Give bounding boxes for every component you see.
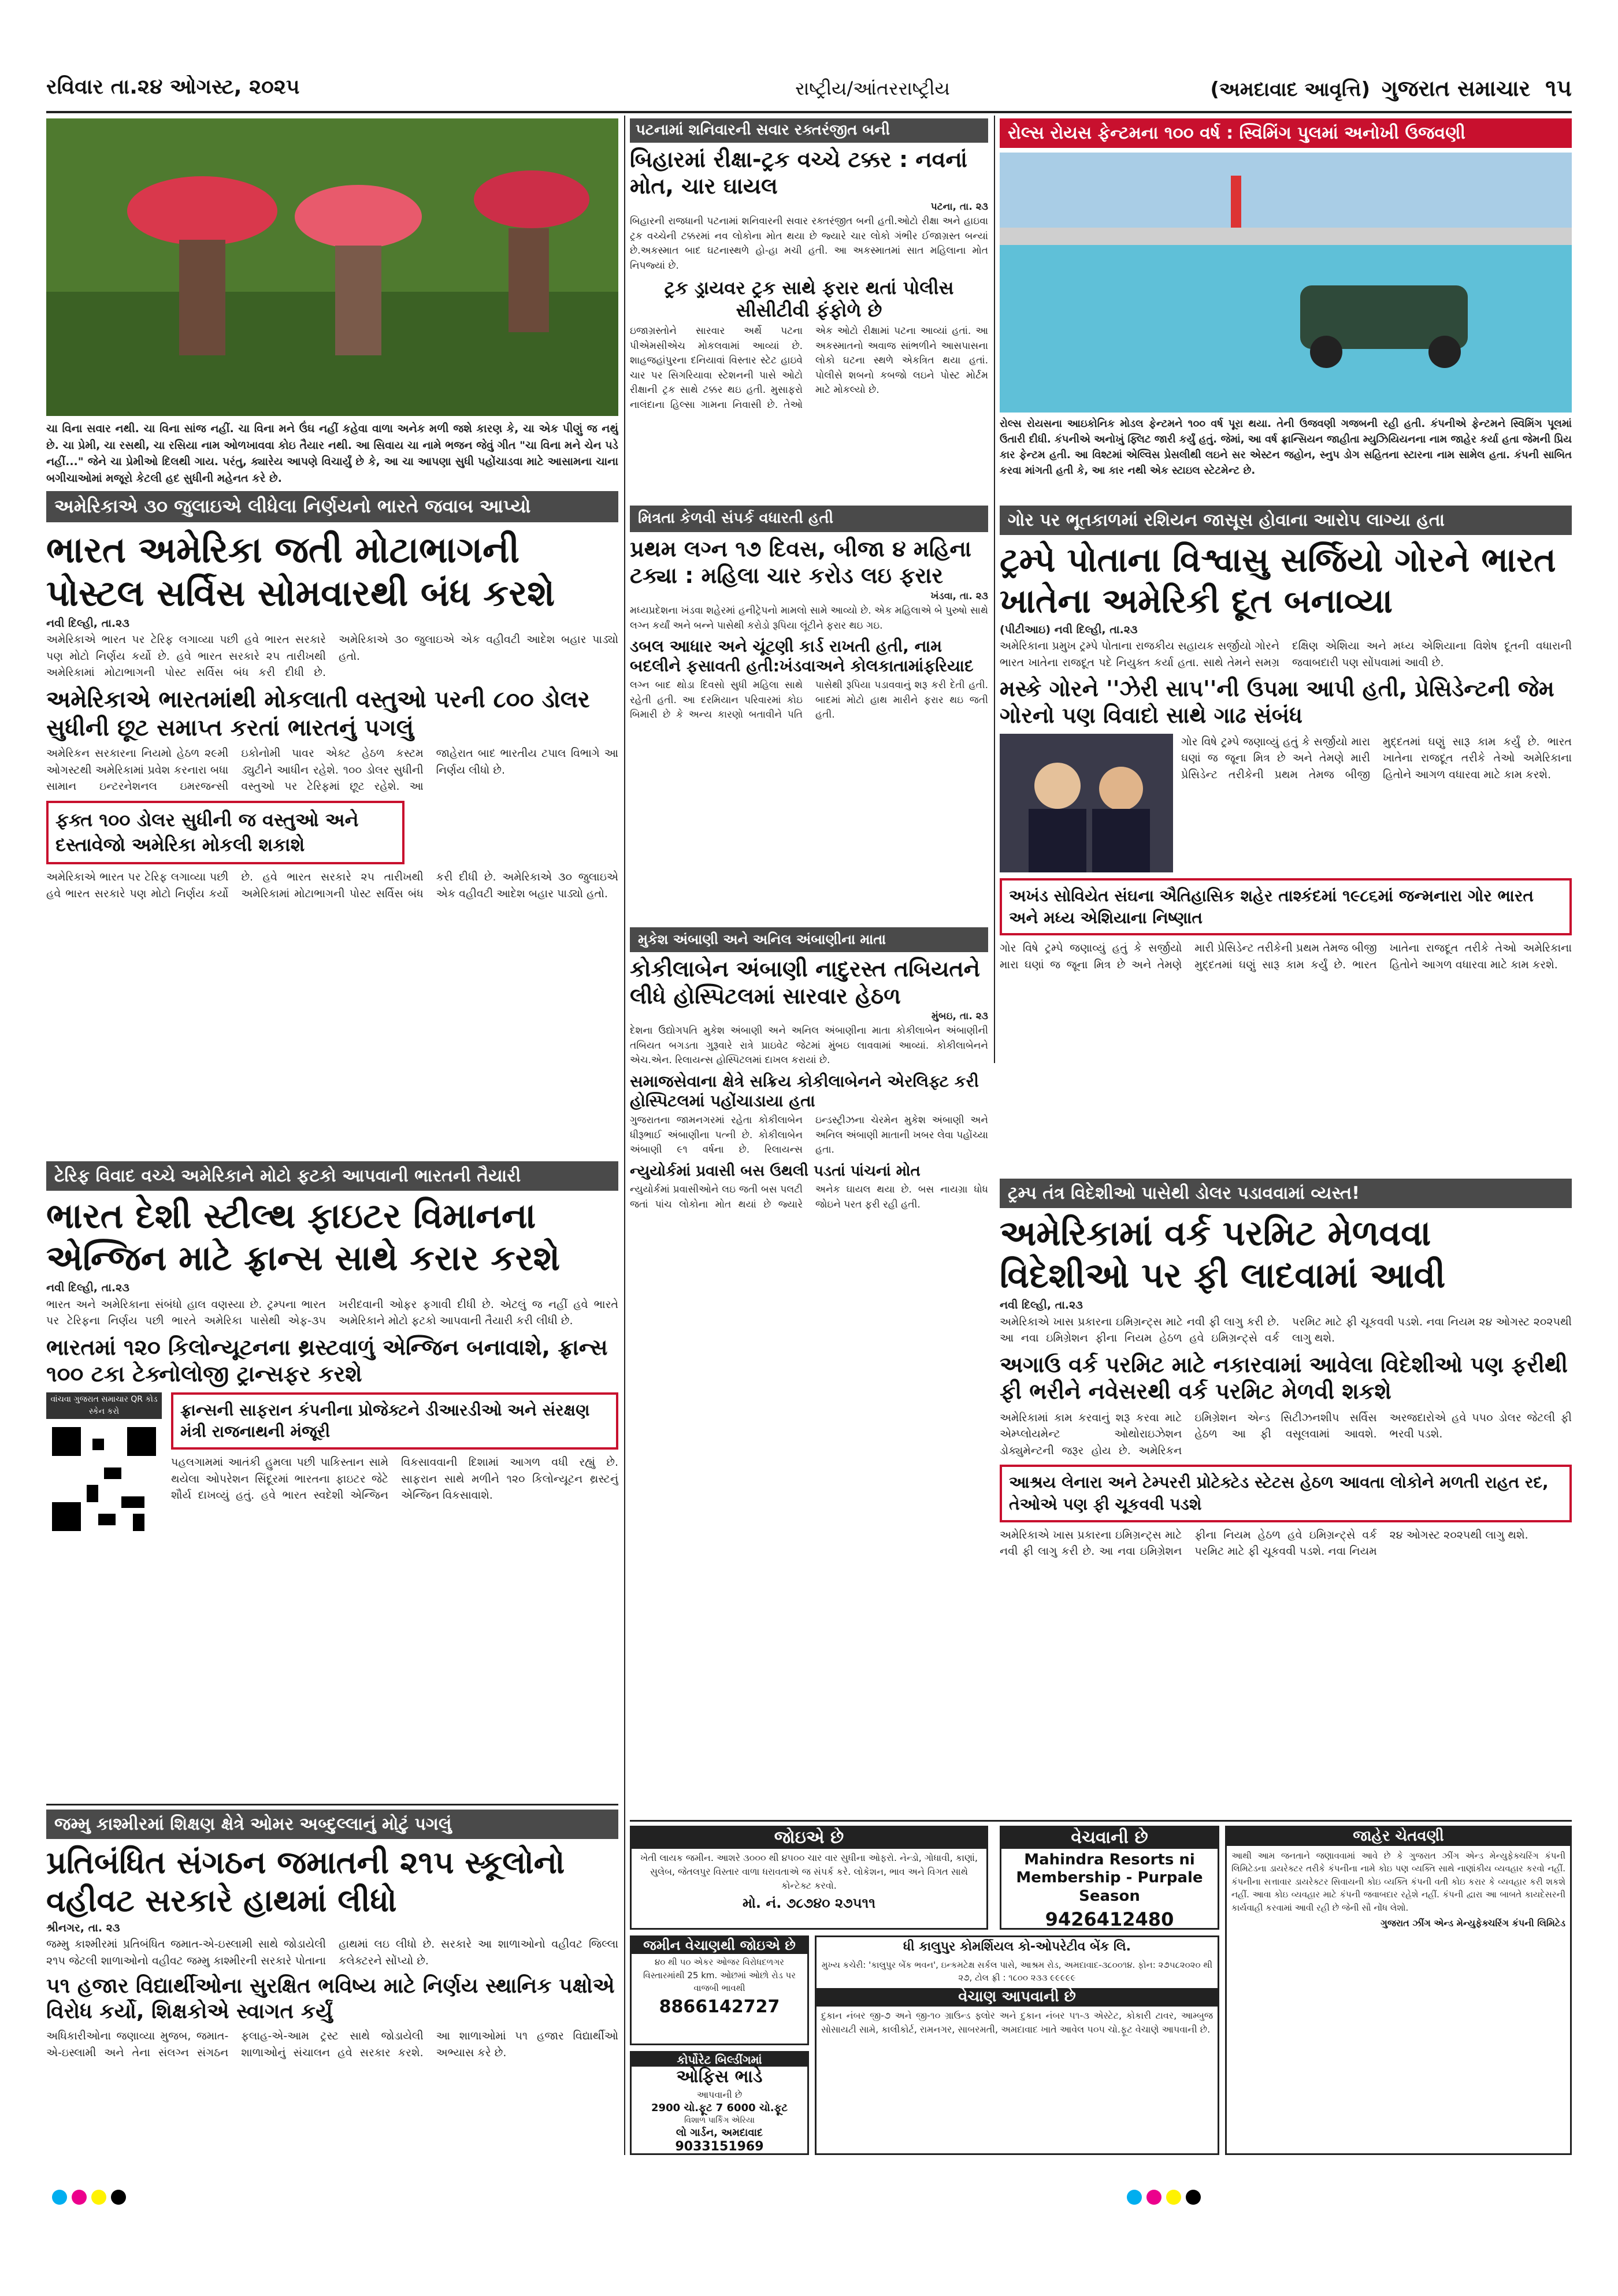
ad-mahindra-body: Mahindra Resorts ni Membership - Purpale Season [1016, 1851, 1203, 1905]
gor-body: અમેરિકાના પ્રમુખ ટ્રમ્પે પોતાના રાજકીય સહાયક સર્જીયો ગોરને ભારત ખાતેના રાજદૂત પદે નિયુક્ત કર્યા હતા. સાથે તેમને સમગ્ર દક્ષિણ એશિયા અને મધ્ય એશિયાના વિશેષ દૂતની વધારાની જવાબદારી પણ સોંપવામાં આવી છે. [1000, 640, 1572, 669]
hal-story [46, 1161, 618, 1797]
postal-story [46, 491, 618, 1156]
gor-dateline: (પીટીઆઇ) નવી દિલ્હી, તા.૨૩ [1000, 623, 1138, 636]
gor-body2: ગોર વિષે ટ્રમ્પે જણાવ્યું હતું કે સર્જીયો મારા ઘણાં જ જૂના મિત્ર છે અને તેમણે મારી પ્રેસિડેન્ટ તરીકેની પ્રથમ તેમજ બીજી મુદ્દતમાં ઘણું સારૂ કામ કર્યું છે. ભારત ખાતેના રાજદૂત તરીકે તેઓ અમેરિકાના હિતોને આગળ વધારવા માટે કામ કરશે. [1181, 735, 1572, 781]
qr-code-icon [46, 1421, 162, 1537]
ad-jamin-phone: 8866142727 [659, 1996, 780, 2017]
ad-sale-title: વેચાણ આપવાની છે [817, 1988, 1218, 2007]
nyc-bus-body: ન્યુયોર્કમાં પ્રવાસીઓને લઇ જતી બસ પલટી જતાં પાંચ લોકોના મોત થયાં છે જ્યારે અનેક ઘાયલ થયા છે. બસ નાયગ્રા ધોધ જોઇને પરત ફરી રહી હતી. [630, 1184, 988, 1210]
rolls-caption: રોલ્સ રોયસના આઇકોનિક મોડલ ફેન્ટમને ૧૦૦ વર્ષ પૂરા થયા. તેની ઉજવણી ગજબની રહી હતી. કંપનીએ ફેન્ટમને સ્વિમિંગ પૂલમાં ઉતારી દીધી. કંપનીએ અનોખું ફ્લિટ જારી કર્યું હતું. જેમાં, આ વર્ષ ફ્રાન્સિયન જાહીતા મ્યુઝિયિયનના નામ જાહેર કર્યા હતા જેમની પ્રિય કાર ફેન્ટમ હતી. આ વિશ્ટમાં એલ્વિસ પ્રેસલીથી લઇને સર એસ્ટન જહોન, સ્નુપ ડોગ સહિતના સ્ટારના નામ સામેલ હતા. કંપની સાબિત કરવા માંગતી હતી કે, આ કાર નથી એક સ્ટાઇલ સ્ટેટમેન્ટ છે. [1000, 418, 1572, 477]
ambani-story [630, 927, 988, 1534]
ad-jamin-title: જમીન વેચાણથી જોઇએ છે [632, 1937, 807, 1954]
kashmir-body2: અધિકારીઓના જણાવ્યા મુજબ, જમાત-એ-ઇસ્લામી અને તેના સંલગ્ન સંગઠન ફલાહ-એ-આમ ટ્રસ્ટ સાથે જોડાયેલી શાળાઓનું સંચાલન હવે સરકાર કરશે. આ શાળાઓમાં ૫૧ હજાર વિદ્યાર્થીઓ અભ્યાસ કરે છે. [46, 2030, 618, 2059]
ambani-dateline: મુંબઇ, તા. ૨૩ [931, 1010, 988, 1022]
ad-land-title: જોઇએ છે [632, 1827, 986, 1849]
ad-bank-address: મુખ્ય કચેરી: 'કાલુપુર બેંક ભવન', ઇન્કમટેક્ષ સર્કલ પાસે, આશ્રમ રોડ, અમદાવાદ-૩૮૦૦૧૪. ફોન: ૨૭૫૮૨૦૨૦ થી ૨૭, ટોલ ફ્રી : ૧૮૦૦ ૨૩૩ ૯૯૯૯૯ [821, 1959, 1213, 1983]
ad-office-phone: 9033151969 [675, 2139, 764, 2154]
rule [46, 1804, 618, 1805]
gor-kicker: ગોર પર ભૂતકાળમાં રશિયન જાસૂસ હોવાના આરોપ લાગ્યા હતા [1000, 506, 1572, 535]
work-body3: અમેરિકાએ ખાસ પ્રકારના ઇમિગ્રન્ટ્સ માટે નવી ફી લાગુ કરી છે. આ નવા ઇમિગ્રેશન ફીના નિયમ હેઠળ હવે ઇમિગ્રન્ટ્સે વર્ક પરમિટ માટે ફી ચૂકવવી પડશે. નવા નિયમ ૨૪ ઓગસ્ટ ૨૦૨૫થી લાગુ થશે. [1000, 1528, 1528, 1558]
ad-bank-name: ધી કાલુપુર કોમર્શિયલ કો-ઓપરેટીવ બેંક લિ. [903, 1940, 1131, 1954]
hal-body: ભારત અને અમેરિકાના સંબંધો હાલ વણસ્યા છે. ટ્રમ્પના ભારત પર ટેરિફના નિર્ણય પછી ભારતે અમેરિકા પાસેથી એફ-૩૫ ખરીદવાની ઓફર ફગાવી દીધી છે. એટલું જ નહીં હવે ભારતે અમેરિકાને મોટો ફટકો આપવાની તૈયારી કરી લીધી છે. [46, 1298, 618, 1328]
tea-caption: ચા વિના સવાર નથી. ચા વિના સાંજ નહીં. ચા વિના મને ઉંઘ નહીં કહેવા વાળા અનેક મળી જશે કારણ કે, ચા એક પીણું જ નથું છે. ચા પ્રેમી, ચા રસથી, ચા રસિયા નામ ઓળખાવવા કોઇ તૈયાર નથી. આ સિવાય ચા નામે ભજન જેવું ગીત "ચા વિના મને ચેન પડે નહીં..." જેને ચા પ્રેમીઓ દિલથી ગાય. પરંતુ, ક્યારેય આપણે વિચાર્યું છે કે, આ ચા આપણા સુધી પહોંચાડવા માટે આસામના ચાના બગીચાઓમાં મજૂરો કેટલી હદ સુધીની મહેનત કરે છે. [46, 422, 618, 484]
gor-sub: મસ્કે ગોરને ''ઝેરી સાપ''ની ઉપમા આપી હતી, પ્રેસિડેન્ટની જેમ ગોરનો પણ વિવાદો સાથે ગાઢ સંબંધ [1000, 676, 1554, 729]
mitra-kicker: મિત્રતા કેળવી સંપર્ક વધારતી હતી [630, 506, 988, 532]
paper-name: ગુજરાત સમાચાર [1381, 76, 1531, 101]
ad-land-wanted [630, 1826, 988, 1930]
ad-office-rent: 2900 ચો.ફૂટ 7 6000 ચો.ફૂટ [651, 2101, 788, 2114]
ambani-headline: કોકીલાબેન અંબાણી નાદુરસ્ત તબિયતને લીધે હોસ્પિટલમાં સારવાર હેઠળ [630, 956, 980, 1009]
mitra-body: મધ્યપ્રદેશના ખંડવા શહેરમાં હનીટ્રેપનો મામલો સામે આવ્યો છે. એક મહિલાએ બે પુરુષો સાથે લગ્ન કર્યાં અને બન્ને પાસેથી કરોડો રૂપિયા લૂંટીને ફરાર થઇ ગઇ. [630, 605, 988, 631]
ambani-body: દેશના ઉદ્યોગપતિ મુકેશ અંબાણી અને અનિલ અંબાણીના માતા કોકીલાબેન અંબાણીની તબિયત બગડતા ગુરૂવારે રાત્રે પ્રાઇવેટ જેટમાં મુંબઇ લાવવામાં આવ્યાં. કોકીલાબેનને એચ.એન. રિલાયન્સ હોસ્પિટલમાં દાખલ કરાયાં છે. [630, 1025, 988, 1067]
date-line: રવિવાર તા.૨૪ ઓગસ્ટ, ૨૦૨૫ [46, 75, 300, 99]
top-rule [46, 111, 1572, 113]
patna-story [630, 118, 988, 500]
hal-headline: ભારત દેશી સ્ટીલ્થ ફાઇટર વિમાનના એન્જિન માટે ફ્રાન્સ સાથે કરાર કરશે [46, 1196, 561, 1279]
hal-lower-right [171, 1392, 618, 1537]
ad-office-sub: આપવાની છે [696, 2089, 743, 2100]
ad-jamin-body: ૪૦ થી ૫૦ એકર ઓજર વિરોધદળગર વિસ્તારમાંથી 25 km. ઓછમાં ઓછો રોડ પર વાજબી ભાવથી [643, 1957, 796, 1994]
mitra-headline: પ્રથમ લગ્ન ૧૭ દિવસ, બીજા ૪ મહિના ટક્યા : મહિલા ચાર કરોડ લઇ ફરાર [630, 536, 971, 589]
ad-notice-title: જાહેર ચેતવણી [1227, 1827, 1570, 1846]
ad-sale-body: દુકાન નંબર જી-૭ અને જી-૧૦ ગ્રાઉન્ડ ફ્લોર અને દુકાન નંબર ૫૧-૩ એસ્ટેટ, કોકારી ટાવર, આમ્બુજ સોસાયટી સામે, કાલીકોર્ટ, રામનગર, સાબરમતી, અમદાવાદ ખાતે આવેલ ૫૦૫ ચો.ફૂટ વેચાણે આપવાની છે. [821, 2009, 1213, 2035]
nyc-bus-headline: ન્યુયોર્કમાં પ્રવાસી બસ ઉથલી પડતાં પાંચનાં મોત [630, 1162, 921, 1180]
ad-public-notice [1225, 1826, 1572, 2155]
work-body2: અમેરિકામાં કામ કરવાનું શરૂ કરવા માટે એમ્પ્લોયમેન્ટ ઓથોરાઇઝેશન ડોક્યુમેન્ટની જરૂર હોય છે. અમેરિકન ઇમિગ્રેશન એન્ડ સિટીઝનશીપ સર્વિસ હેઠળ આ ફી વસૂલવામાં આવશે. અરજદારોએ હવે ૫૫૦ ડોલર જેટલી ફી ભરવી પડશે. [1000, 1411, 1572, 1457]
ad-office-place: લો ગાર્ડન, અમદાવાદ [676, 2126, 763, 2139]
hal-body2: પહલગામમાં આતંકી હુમલા પછી પાકિસ્તાન સામે થયેલા ઓપરેશન સિંદૂરમાં ભારતના ફાઇટર જેટે શૌર્ય દાખવ્યું હતું. હવે ભારત સ્વદેશી એન્જિન વિકસાવવાની દિશામાં આગળ વધી રહ્યું છે. સાફરાન સાથે મળીને ૧૨૦ કિલોન્યૂટન થ્રસ્ટનું એન્જિન વિકસાવાશે. [171, 1456, 618, 1502]
work-story [1000, 1179, 1572, 1826]
ad-office-area: વિશાળ પાર્કિંગ એરિયા [684, 2115, 755, 2125]
work-headline: અમેરિકામાં વર્ક પરમિટ મેળવવા વિદેશીઓ પર ફી લાદવામાં આવી [1000, 1213, 1446, 1296]
mitra-sub: ડબલ આધાર અને ચૂંટણી કાર્ડ રાખતી હતી, નામ બદલીને ફસાવતી હતી:ખંડવાઅને કોલકાતામાંફરિયાદ [630, 637, 974, 676]
section-label: રાષ્ટ્રીય/આંતરરાષ્ટ્રીય [795, 77, 950, 99]
tea-pickers-illustration [46, 118, 618, 416]
ad-office-big: ઓફિસ ભાડે [676, 2067, 763, 2087]
postal-dateline: નવી દિલ્હી, તા.૨૩ [46, 616, 129, 630]
qr-block [46, 1392, 162, 1537]
rule [994, 116, 995, 1063]
rule [630, 1820, 1572, 1822]
hal-kicker: ટેરિફ વિવાદ વચ્ચે અમેરિકાને મોટો ફટકો આપવાની ભારતની તૈયારી [46, 1161, 618, 1191]
ambani-body2: ગુજરાતના જામનગરમાં રહેતા કોકીલાબેન ધીરૂભાઈ અંબાણીના પત્ની છે. કોકીલાબેન અંબાણી ૯૧ વર્ષના છે. રિલાયન્સ ઇન્ડસ્ટ્રીઝના ચેરમેન મુકેશ અંબાણી અને અનિલ અંબાણી માતાની ખબર લેવા પહોંચ્યા હતા. [630, 1114, 988, 1156]
gor-middle [1000, 734, 1572, 872]
page-number: ૧૫ [1545, 75, 1572, 102]
mitra-story [630, 506, 988, 922]
ad-notice-sign: ગુજરાત ઝીંગ એન્ડ મેન્યુફેક્ચરિંગ કંપની લિમિટેડ [1381, 1918, 1565, 1929]
ad-mahindra [1000, 1826, 1219, 1930]
kashmir-kicker: જમ્મુ કાશ્મીરમાં શિક્ષણ ક્ષેત્રે ઓમર અબ્દુલ્લાનું મોટું પગલું [46, 1810, 618, 1839]
edition-label [1202, 75, 1572, 106]
patna-dateline: પટના, તા. ૨૩ [930, 200, 988, 213]
patna-sub: ટ્રક ડ્રાયવર ટ્રક સાથે ફરાર થતાં પોલીસ સીસીટીવી ફંફોળે છે [664, 277, 954, 322]
qr-label: વાંચવા ગુજરાત સમાચાર QR કોડ સ્કેન કરો [46, 1392, 162, 1419]
work-body: અમેરિકાએ ખાસ પ્રકારના ઇમિગ્રન્ટ્સ માટે નવી ફી લાગુ કરી છે. આ નવા ઇમિગ્રેશન ફીના નિયમ હેઠળ હવે ઇમિગ્રન્ટ્સે વર્ક પરમિટ માટે ફી ચૂકવવી પડશે. નવા નિયમ ૨૪ ઓગસ્ટ ૨૦૨૫થી લાગુ થશે. [1000, 1315, 1572, 1345]
postal-sub: અમેરિકાએ ભારતમાંથી મોકલાતી વસ્તુઓ પરની ૮૦૦ ડોલર સુધીની છૂટ સમાપ્ત કરતાં ભારતનું પગલું [46, 686, 590, 741]
work-dateline: નવી દિલ્હી, તા.૨૩ [1000, 1299, 1083, 1312]
work-kicker: ટ્રમ્પ તંત્ર વિદેશીઓ પાસેથી ડોલર પડાવવામાં વ્યસ્ત! [1000, 1179, 1572, 1208]
patna-body: બિહારની રાજધાની પટનામાં શનિવારની સવાર રક્તરંજીત બની હતી.ઓટો રીક્ષા અને હાઇવા ટ્રક વચ્ચેની ટક્કરમાં નવ લોકોના મોત થયા છે જ્યારે ચાર લોકો ગંભીર ઈજાગ્રસ્ત બન્યાં છે.અકસ્માત બાદ ઘટનાસ્થળે હો-હા મચી હતી. આ અકસ્માતમાં સાત મહિલાના મોત નિપજ્યાં છે. [630, 216, 988, 272]
ad-land-body: ખેતી લાયક જમીન. આશરે ૩૦૦૦ થી ૪૫૦૦ ચાર વાર સુધીના ઓફરો. નેન્ડો, ગોધાવી, કાણાં, સુલેબ, જેતલપુર વિસ્તાર વાળા ધરાવતાએ જ સંપર્ક કરે. લોકેશન, ભાવ અને વિગત સાથે કોન્ટેક્ટ કરવો. [640, 1852, 978, 1891]
kashmir-headline: પ્રતિબંધિત સંગઠન જમાતની ૨૧૫ સ્કૂલોનો વહીવટ સરકારે હાથમાં લીધો [46, 1844, 565, 1919]
gor-trump-photo [1000, 734, 1173, 872]
postal-body3: અમેરિકાએ ભારત પર ટેરિફ લગાવ્યા પછી હવે ભારત સરકારે પણ મોટો નિર્ણય કર્યો છે. હવે ભારત સરકારે ૨૫ તારીખથી અમેરિકામાં મોટાભાગની પોસ્ટ સર્વિસ બંધ કરી દીધી છે. અમેરિકાએ ૩૦ જુલાઇએ એક વહીવટી આદેશ બહાર પાડ્યો હતો. [46, 871, 618, 900]
kashmir-dateline: શ્રીનગર, તા. ૨૩ [46, 1921, 120, 1934]
mitra-dateline: ખંડવા, તા. ૨૩ [930, 590, 988, 602]
patna-body2: ઇજાગ્રસ્તોને સારવાર અર્થે પટના પીએમસીએચ મોકલવામાં આવ્યાં છે. શાહજહાંપુરના દનિયાવાં વિસ્તાર સ્ટેટ હાઇવે ચાર પર સિગરિયાવા સ્ટેશનની પાસે ઓટો રીક્ષાની ટ્રક સાથે ટક્કર થઇ હતી. મુસાફરો નાલંદાના હિલ્સા ગામના નિવાસી છે. તેઓ એક ઓટો રીક્ષામાં પટના આવ્યાં હતાં. આ અકસ્માતનો અવાજ સાંભળીને આસપાસના લોકો ઘટના સ્થળે એકત્રિત થયા હતાં. પોલીસે શબનો કબજો લઇને પોસ્ટ મોર્ટમ માટે મોકલ્યો છે. [630, 325, 988, 411]
work-highlight-box: આશ્રય લેનારા અને ટેમ્પરરી પ્રોટેક્ટેડ સ્ટેટસ હેઠળ આવતા લોકોને મળતી રાહત રદ, તેઓએ પણ ફી ચૂકવવી પડશે [1000, 1465, 1572, 1522]
kashmir-body: જમ્મુ કાશ્મીરમાં પ્રતિબંધિત જમાત-એ-ઇસ્લામી સાથે જોડાયેલી ૨૧૫ જેટલી શાળાઓનો વહીવટ જમ્મુ કાશ્મીરની સરકારે પોતાના હાથમાં લઇ લીધો છે. સરકારે આ શાળાઓનો વહીવટ જિલ્લા કલેક્ટરને સોંપ્યો છે. [46, 1938, 618, 1967]
registration-marks-right [1127, 2190, 1300, 2213]
hal-highlight-box: ફ્રાન્સની સાફરાન કંપનીના પ્રોજેક્ટને ડીઆરડીઓ અને સંરક્ષણ મંત્રી રાજનાથની મંજૂરી [171, 1392, 618, 1450]
ad-jamin [630, 1935, 809, 2045]
gor-highlight-box: અખંડ સોવિયેત સંઘના ઐતિહાસિક શહેર તાશ્કંદમાં ૧૯૮૬માં જન્મનારા ગોર ભારત અને મધ્ય એશિયાના નિષ્ણાત [1000, 878, 1572, 936]
ad-land-phone: મો. નં. ૭૮૭૪૦ ૨૭૫૧૧ [742, 1894, 876, 1911]
gor-body3: ગોર વિષે ટ્રમ્પે જણાવ્યું હતું કે સર્જીયો મારા ઘણાં જ જૂના મિત્ર છે અને તેમણે મારી પ્રેસિડેન્ટ તરીકેની પ્રથમ તેમજ બીજી મુદ્દતમાં ઘણું સારૂ કામ કર્યું છે. ભારત ખાતેના રાજદૂત તરીકે તેઓ અમેરિકાના હિતોને આગળ વધારવા માટે કામ કરશે. [1000, 942, 1572, 971]
postal-headline: ભારત અમેરિકા જતી મોટાભાગની પોસ્ટલ સર્વિસ સોમવારથી બંધ કરશે [46, 528, 555, 615]
registration-marks-left [52, 2190, 225, 2213]
rule [624, 116, 625, 2155]
rolls-pool-photo [1000, 153, 1572, 413]
ad-bank-sale [815, 1935, 1219, 2155]
ad-mahindra-title: વેચવાની છે [1001, 1827, 1218, 1849]
postal-kicker: અમેરિકાએ ૩૦ જુલાઇએ લીધેલા નિર્ણયનો ભારતે જવાબ આપ્યો [46, 491, 618, 522]
ambani-sub: સમાજસેવાના ક્ષેત્રે સક્રિય કોકીલાબેનને એરલિફ્ટ કરી હોસ્પિટલમાં પહોંચાડાયા હતા [630, 1071, 979, 1111]
postal-body: અમેરિકાએ ભારત પર ટેરિફ લગાવ્યા પછી હવે ભારત સરકારે પણ મોટો નિર્ણય કર્યો છે. હવે ભારત સરકારે ૨૫ તારીખથી અમેરિકામાં મોટાભાગની પોસ્ટ સર્વિસ બંધ કરી દીધી છે. અમેરિકાએ ૩૦ જુલાઇએ એક વહીવટી આદેશ બહાર પાડ્યો હતો. [46, 633, 618, 679]
rolls-kicker: રોલ્સ રોયસ ફેન્ટમના ૧૦૦ વર્ષ : સ્વિમિંગ પુલમાં અનોખી ઉજવણી [1000, 118, 1572, 148]
patna-kicker: પટનામાં શનિવારની સવાર રક્તરંજીત બની [630, 118, 988, 143]
ad-notice-body: આથી આમ જનતાને જણાવવામાં આવે છે કે ગુજરાત ઝીંગ એન્ડ મેન્યુફેક્ચરિંગ કંપની લિમિટેડના ડાયરેક્ટર તરીકે કંપનીના નામે કોઇ પણ વ્યક્તિ સાથે નાણાંકીય વ્યવહાર કરવો નહીં. કંપનીના સત્તાવાર ડાયરેક્ટર સિવાયની કોઇ વ્યક્તિ કંપની વતી કોઇ કરાર કે વ્યવહાર કરી શકશે નહીં. આવા કોઇ વ્યવહાર માટે કંપની જવાબદાર રહેશે નહીં. કંપની દ્વારા આ બાબતે કાયદેસરની કાર્યવાહી કરવામાં આવી રહી છે જેની સૌ નોંધ લેશો. [1231, 1850, 1565, 1913]
patna-headline: બિહારમાં રીક્ષા-ટ્રક વચ્ચે ટક્કર : નવનાં મોત, ચાર ઘાયલ [630, 146, 967, 199]
gor-headline: ટ્રમ્પે પોતાના વિશ્વાસુ સર્જિયો ગોરને ભારત ખાતેના અમેરિકી દૂત બનાવ્યા [1000, 540, 1556, 621]
hal-lower [46, 1392, 618, 1537]
ad-office [630, 2051, 809, 2155]
postal-highlight-box: ફક્ત ૧૦૦ ડોલર સુધીની જ વસ્તુઓ અને દસ્તાવેજો અમેરિકા મોકલી શકાશે [46, 801, 404, 864]
work-sub: અગાઉ વર્ક પરમિટ માટે નકારવામાં આવેલા વિદેશીઓ પણ ફરીથી ફી ભરીને નવેસરથી વર્ક પરમિટ મેળવી શકશે [1000, 1351, 1568, 1405]
ad-office-title: કોર્પોરેટ બિલ્ડીંગમાં [632, 2053, 807, 2067]
hal-dateline: નવી દિલ્હી, તા.૨૩ [46, 1281, 129, 1295]
ad-mahindra-phone: 9426412480 [1045, 1908, 1174, 1930]
ambani-kicker: મુકેશ અંબાણી અને અનિલ અંબાણીના માતા [630, 927, 988, 952]
rolls-story [1000, 118, 1572, 500]
kashmir-sub: ૫૧ હજાર વિદ્યાર્થીઓના સુરક્ષિત ભવિષ્ય માટે નિર્ણય સ્થાનિક પક્ષોએ વિરોધ કર્યો, શિક્ષકોએ સ્વાગત કર્યું [46, 1974, 615, 2024]
mitra-body2: લગ્ન બાદ થોડા દિવસો સુધી મહિલા સાથે રહેતી હતી. આ દરમિયાન પરિવારમાં કોઇ બિમારી છે કે અન્ય કારણો બતાવીને પતિ પાસેથી રૂપિયા પડાવવાનું શરૂ કરી દેતી હતી. બાદમાં મોટો હાથ મારીને ફરાર થઇ જતી હતી. [630, 679, 988, 721]
tea-garden-photo [46, 118, 618, 416]
hal-sub: ભારતમાં ૧૨૦ કિલોન્યૂટનના થ્રસ્ટવાળું એન્જિન બનાવાશે, ફ્રાન્સ ૧૦૦ ટકા ટેક્નોલોજી ટ્રાન્સફર કરશે [46, 1334, 608, 1387]
postal-body2: અમેરિકન સરકારના નિયમો હેઠળ ૨૯મી ઓગસ્ટથી અમેરિકામાં પ્રવેશ કરનારા બધા સામાન ઇન્ટરનેશનલ ઇમરજન્સી ઇકોનોમી પાવર એક્ટ હેઠળ કસ્ટમ ડ્યુટીને આધીન રહેશે. ૧૦૦ ડોલર સુધીની વસ્તુઓ પર ટેરિફમાં છૂટ રહેશે. આ જાહેરાત બાદ ભારતીય ટપાલ વિભાગે આ નિર્ણય લીધો છે. [46, 747, 618, 793]
gor-story [1000, 506, 1572, 1170]
masthead [46, 69, 1572, 110]
edition: (અમદાવાદ આવૃત્તિ) [1210, 78, 1371, 101]
kashmir-story [46, 1810, 618, 2156]
